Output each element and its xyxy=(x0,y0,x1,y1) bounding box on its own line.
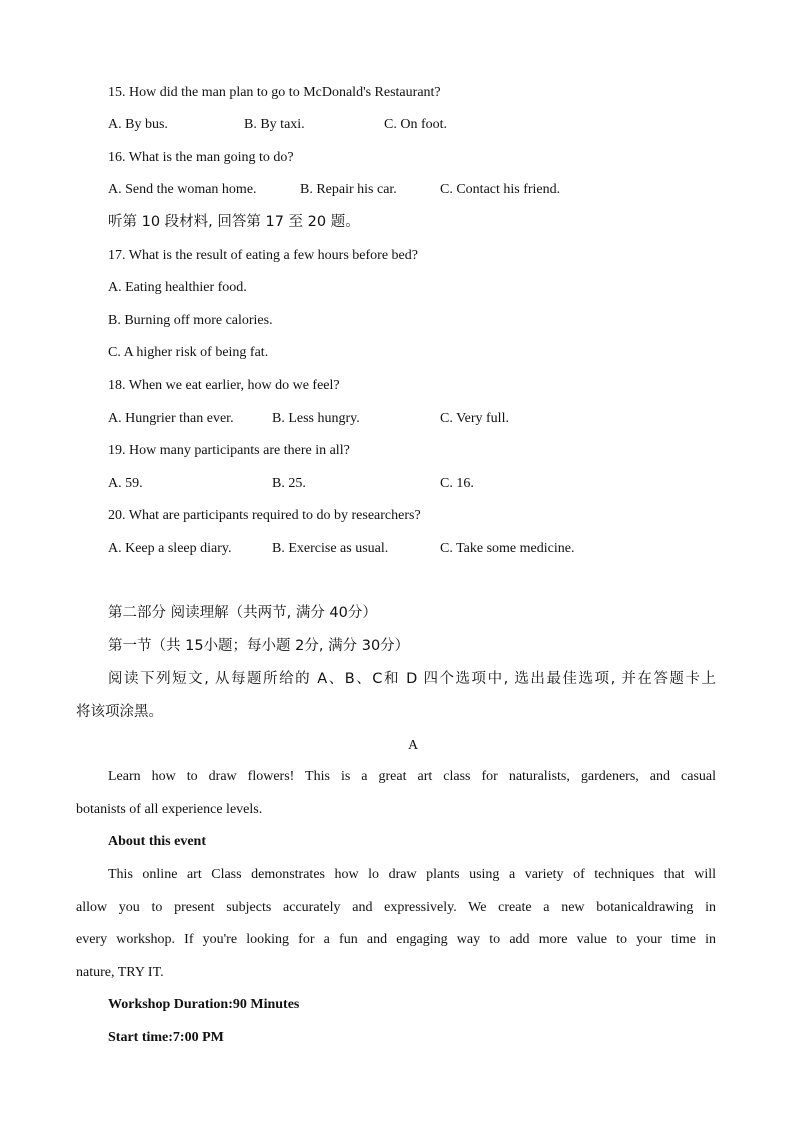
option-18c: C. Very full. xyxy=(440,411,509,426)
option-16a: A. Send the woman home. xyxy=(108,182,257,197)
option-17b: B. Burning off more calories. xyxy=(108,313,273,328)
question-15: 15. How did the man plan to go to McDonald's Restaurant? xyxy=(108,85,441,100)
reading-instruction-line1: 阅读下列短文, 从每题所给的 A、B、C和 D 四个选项中, 选出最佳选项, 并在答题卡上 xyxy=(108,671,716,687)
question-18: 18. When we eat earlier, how do we feel? xyxy=(108,378,340,393)
option-20a: A. Keep a sleep diary. xyxy=(108,541,232,556)
material-10-instruction: 听第 10 段材料, 回答第 17 至 20 题。 xyxy=(108,214,360,230)
body-line1: This online art Class demonstrates how lo draw plants using a variety of techniques that will xyxy=(108,867,716,882)
workshop-duration: Workshop Duration:90 Minutes xyxy=(108,997,300,1012)
question-16: 16. What is the man going to do? xyxy=(108,150,294,165)
option-15c: C. On foot. xyxy=(384,117,447,132)
option-19c: C. 16. xyxy=(440,476,474,491)
option-15a: A. By bus. xyxy=(108,117,168,132)
option-15b: B. By taxi. xyxy=(244,117,305,132)
option-16c: C. Contact his friend. xyxy=(440,182,561,197)
question-19: 19. How many participants are there in all? xyxy=(108,443,350,458)
passage-label: A xyxy=(407,738,419,753)
option-18a: A. Hungrier than ever. xyxy=(108,411,234,426)
option-20b: B. Exercise as usual. xyxy=(272,541,389,556)
option-19b: B. 25. xyxy=(272,476,306,491)
body-line4: nature, TRY IT. xyxy=(76,965,164,980)
option-16b: B. Repair his car. xyxy=(300,182,397,197)
question-20: 20. What are participants required to do by researchers? xyxy=(108,508,421,523)
about-heading: About this event xyxy=(108,834,207,849)
part-two-title: 第二部分 阅读理解（共两节, 满分 40分） xyxy=(108,605,377,621)
option-17a: A. Eating healthier food. xyxy=(108,280,247,295)
option-19a: A. 59. xyxy=(108,476,143,491)
option-18b: B. Less hungry. xyxy=(272,411,360,426)
option-17c: C. A higher risk of being fat. xyxy=(108,345,269,360)
reading-instruction-line2: 将该项涂黑。 xyxy=(76,704,163,720)
section-one-title: 第一节（共 15小题；每小题 2分, 满分 30分） xyxy=(108,638,410,654)
question-17: 17. What is the result of eating a few hours before bed? xyxy=(108,248,418,263)
intro-line1: Learn how to draw flowers! This is a great art class for naturalists, gardeners, and casual xyxy=(108,769,716,784)
intro-line2: botanists of all experience levels. xyxy=(76,802,263,817)
body-line3: every workshop. If you're looking for a fun and engaging way to add more value to your time in xyxy=(76,932,716,947)
option-20c: C. Take some medicine. xyxy=(440,541,575,556)
body-line2: allow you to present subjects accurately and expressively. We create a new botanicaldrawing in xyxy=(76,900,716,915)
start-time: Start time:7:00 PM xyxy=(108,1030,224,1045)
